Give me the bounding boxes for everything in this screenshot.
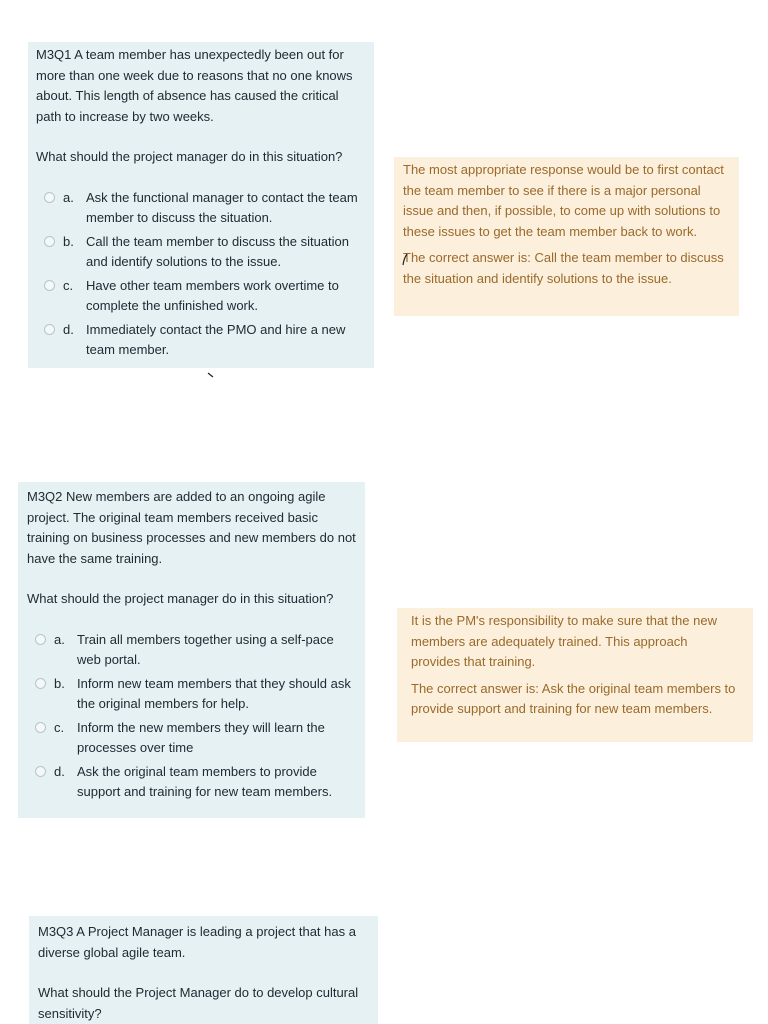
option-text: Immediately contact the PMO and hire a new team member. xyxy=(86,321,346,357)
option-text: Ask the functional manager to contact the team member to discuss the situation. xyxy=(86,189,358,225)
question-2-explanation: It is the PM's responsibility to make sure that the new members are adequately trained. This approach provides that training. xyxy=(411,613,717,669)
radio-button[interactable] xyxy=(44,324,55,335)
question-1-correct-answer: The correct answer is: Call the team member to discuss the situation and identify solutions to the issue. xyxy=(403,250,724,286)
question-1-text: M3Q1 A team member has unexpectedly been out for more than one week due to reasons that no one knows about. This length of absence has caused the critical path to increase by two weeks. xyxy=(36,47,353,124)
question-1-option-d[interactable] xyxy=(36,320,366,361)
question-1-options xyxy=(36,188,366,361)
option-letter: d. xyxy=(63,321,74,337)
question-2-text: M3Q2 New members are added to an ongoing agile project. The original team members received basic training on business processes and new members do not have the same training. xyxy=(27,489,356,566)
question-3-box xyxy=(29,916,378,1024)
question-1-box xyxy=(28,42,374,368)
option-letter: c. xyxy=(63,277,74,293)
question-1-option-b[interactable] xyxy=(36,232,366,273)
question-3-prompt: What should the Project Manager do to develop cultural sensitivity? xyxy=(38,985,359,1021)
question-2-option-d[interactable] xyxy=(27,762,356,803)
question-1-option-c[interactable] xyxy=(36,276,366,317)
question-1-feedback xyxy=(394,157,739,316)
pen-mark xyxy=(206,370,216,380)
option-letter: d. xyxy=(54,763,65,779)
radio-button[interactable] xyxy=(35,722,46,733)
pen-mark xyxy=(400,252,412,268)
question-3-text: M3Q3 A Project Manager is leading a project that has a diverse global agile team. xyxy=(38,924,356,960)
option-text: Call the team member to discuss the situation and identify solutions to the issue. xyxy=(86,233,350,269)
radio-button[interactable] xyxy=(44,192,55,203)
radio-button[interactable] xyxy=(35,678,46,689)
radio-button[interactable] xyxy=(35,766,46,777)
question-2-option-b[interactable] xyxy=(27,674,356,715)
option-letter: b. xyxy=(54,675,65,691)
option-text: Have other team members work overtime to complete the unfinished work. xyxy=(86,277,339,313)
option-text: Ask the original team members to provide support and training for new team members. xyxy=(77,763,333,799)
option-letter: c. xyxy=(54,719,65,735)
option-letter: a. xyxy=(54,631,65,647)
option-text: Train all members together using a self-pace web portal. xyxy=(77,631,334,667)
question-2-correct-answer: The correct answer is: Ask the original team members to provide support and training for new team members. xyxy=(411,680,736,716)
radio-button[interactable] xyxy=(35,634,46,645)
question-1-prompt: What should the project manager do in this situation? xyxy=(36,149,343,164)
radio-button[interactable] xyxy=(44,236,55,247)
radio-button[interactable] xyxy=(44,280,55,291)
option-letter: a. xyxy=(63,189,74,205)
question-2-feedback xyxy=(397,608,753,742)
question-2-box xyxy=(18,482,365,818)
question-2-prompt: What should the project manager do in this situation? xyxy=(27,591,334,606)
option-text: Inform the new members they will learn the processes over time xyxy=(77,719,325,755)
question-2-option-c[interactable] xyxy=(27,718,356,759)
question-1-option-a[interactable] xyxy=(36,188,366,229)
question-1-explanation: The most appropriate response would be to first contact the team member to see if there is a major personal issue and then, if possible, to come up with solutions to these issues to get the team member back to work. xyxy=(403,162,724,239)
question-2-options xyxy=(27,630,356,803)
question-2-option-a[interactable] xyxy=(27,630,356,671)
option-letter: b. xyxy=(63,233,74,249)
option-text: Inform new team members that they should ask the original members for help. xyxy=(77,675,351,711)
